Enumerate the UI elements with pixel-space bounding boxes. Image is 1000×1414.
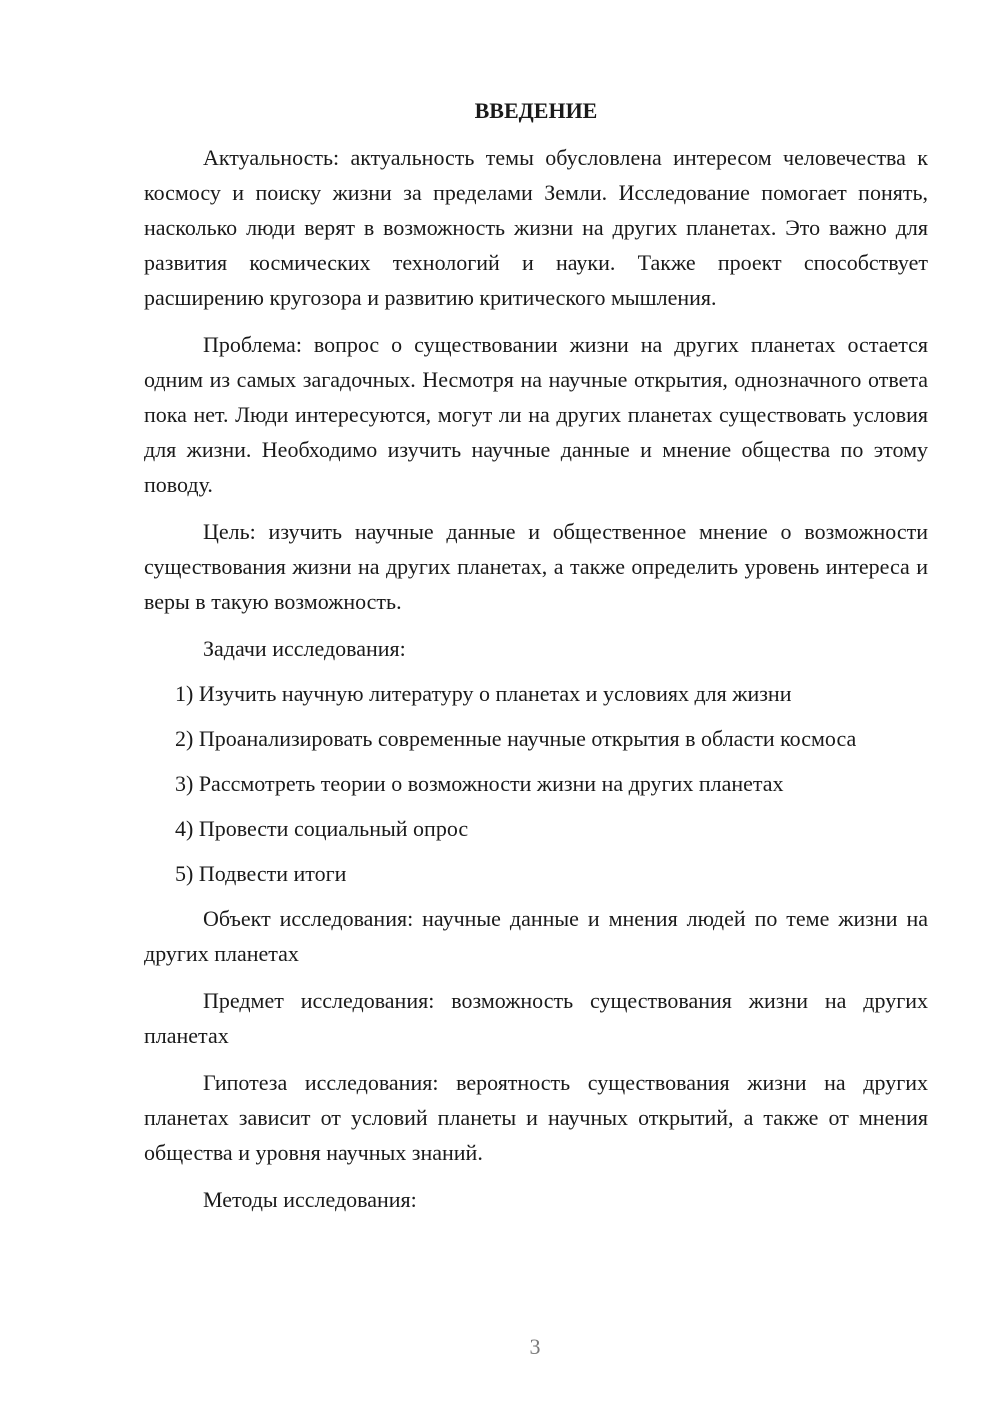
task-item: 1) Изучить научную литературу о планетах и условиях для жизни xyxy=(175,681,792,706)
task-item: 4) Провести социальный опрос xyxy=(175,816,469,841)
task-item: 2) Проанализировать современные научные открытия в области космоса xyxy=(175,726,857,751)
tasks-list xyxy=(144,676,928,891)
page-content xyxy=(144,96,928,1229)
task-item: 5) Подвести итоги xyxy=(175,861,347,886)
methods-heading: Методы исследования: xyxy=(203,1187,417,1212)
section-title: ВВЕДЕНИЕ xyxy=(474,98,598,123)
object-paragraph: Объект исследования: научные данные и мнения людей по теме жизни на других планетах xyxy=(144,906,928,966)
task-item: 3) Рассмотреть теории о возможности жизни на других планетах xyxy=(175,771,784,796)
subject-paragraph: Предмет исследования: возможность существования жизни на других планетах xyxy=(144,988,928,1048)
relevance-paragraph: Актуальность: актуальность темы обусловлена интересом человечества к космосу и поиску жизни за пределами Земли. Исследование помогает понять, насколько люди верят в возможность жизни на других планетах. Это важно для развития космических технологий и науки. Также проект способствует расширению кругозора и развитию критического мышления. xyxy=(144,145,928,310)
goal-paragraph: Цель: изучить научные данные и общественное мнение о возможности существования жизни на других планетах, а также определить уровень интереса и веры в такую возможность. xyxy=(144,519,928,614)
hypothesis-paragraph: Гипотеза исследования: вероятность существования жизни на других планетах зависит от условий планеты и научных открытий, а также от мнения общества и уровня научных знаний. xyxy=(144,1070,928,1165)
problem-paragraph: Проблема: вопрос о существовании жизни на других планетах остается одним из самых загадочных. Несмотря на научные открытия, однозначного ответа пока нет. Люди интересуются, могут ли на других планетах существовать условия для жизни. Необходимо изучить научные данные и мнение общества по этому поводу. xyxy=(144,332,928,497)
tasks-heading: Задачи исследования: xyxy=(203,636,406,661)
page-number: 3 xyxy=(529,1334,541,1359)
